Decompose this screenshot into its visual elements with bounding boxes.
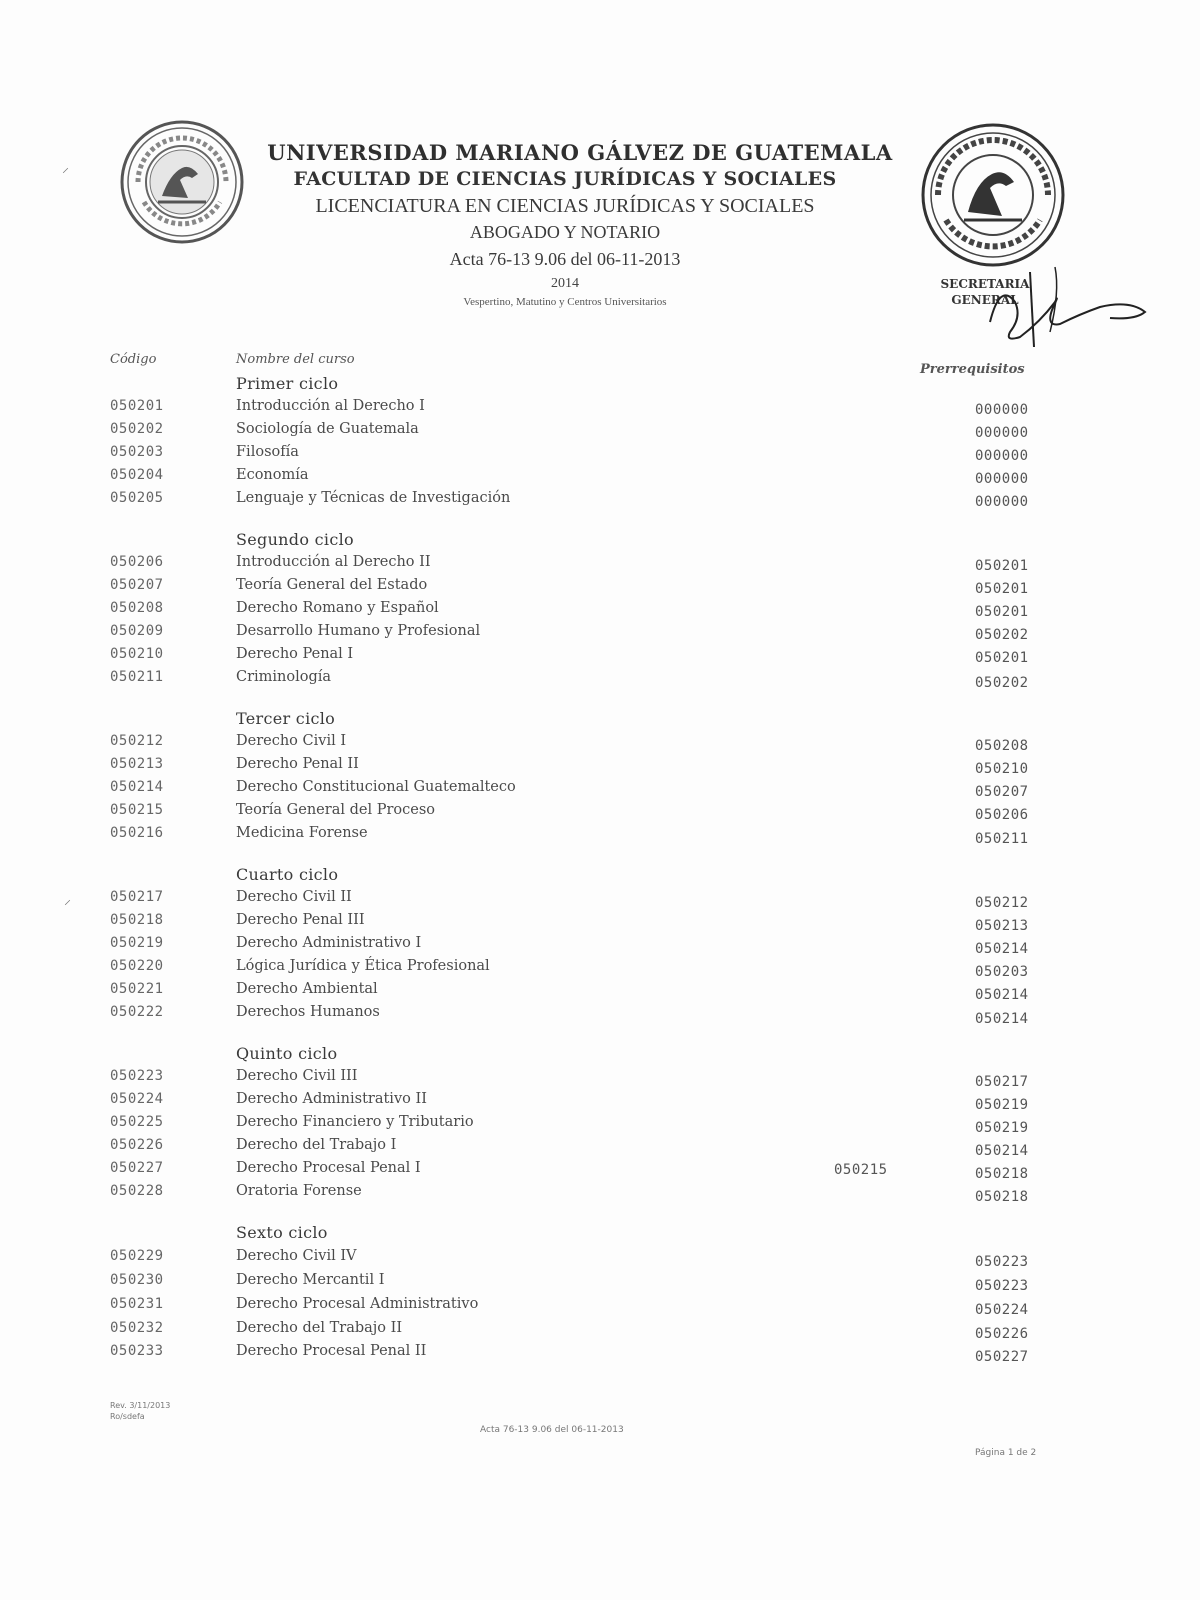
course-name: Lógica Jurídica y Ética Profesional — [236, 958, 490, 974]
table-row — [0, 398, 1200, 420]
course-code: 050231 — [110, 1296, 164, 1312]
table-row — [0, 935, 1200, 957]
course-code: 050229 — [110, 1248, 164, 1264]
course-code: 050219 — [110, 935, 164, 951]
course-name: Derecho del Trabajo I — [236, 1137, 397, 1153]
course-code: 050209 — [110, 623, 164, 639]
course-name: Introducción al Derecho I — [236, 398, 425, 414]
course-name: Derecho Procesal Administrativo — [236, 1296, 479, 1312]
course-code: 050206 — [110, 554, 164, 570]
column-header-code: Código — [110, 352, 157, 367]
course-name: Teoría General del Proceso — [236, 802, 435, 818]
course-prereq: 000000 — [975, 471, 1029, 487]
course-name: Medicina Forense — [236, 825, 368, 841]
revision-initials: Ro/sdefa — [110, 1412, 145, 1421]
table-row — [0, 1160, 1200, 1182]
table-row — [0, 1068, 1200, 1090]
course-prereq: 050213 — [975, 918, 1029, 934]
course-prereq-secondary: 050215 — [834, 1162, 888, 1178]
course-name: Filosofía — [236, 444, 299, 460]
course-name: Derecho Administrativo I — [236, 935, 422, 951]
table-row — [0, 981, 1200, 1003]
course-prereq: 050201 — [975, 604, 1029, 620]
course-name: Derecho Constitucional Guatemalteco — [236, 779, 516, 795]
course-code: 050211 — [110, 669, 164, 685]
column-header-name: Nombre del curso — [236, 352, 355, 367]
degree-name: LICENCIATURA EN CIENCIAS JURÍDICAS Y SOCIALES — [315, 195, 815, 217]
course-name: Oratoria Forense — [236, 1183, 362, 1199]
stamp-line-general: GENERAL — [951, 293, 1019, 307]
course-name: Teoría General del Estado — [236, 577, 428, 593]
section-title: Tercer ciclo — [236, 709, 336, 728]
course-code: 050224 — [110, 1091, 164, 1107]
course-code: 050201 — [110, 398, 164, 414]
acta-reference: Acta 76-13 9.06 del 06-11-2013 — [449, 249, 681, 269]
course-name: Derecho Civil IV — [236, 1248, 357, 1264]
course-prereq: 000000 — [975, 425, 1029, 441]
course-prereq: 050202 — [975, 627, 1029, 643]
course-prereq: 050226 — [975, 1326, 1029, 1342]
course-prereq: 050201 — [975, 650, 1029, 666]
course-prereq: 050211 — [975, 831, 1029, 847]
table-row — [0, 1183, 1200, 1205]
course-code: 050226 — [110, 1137, 164, 1153]
course-name: Economía — [236, 467, 309, 483]
course-code: 050217 — [110, 889, 164, 905]
course-name: Derecho Ambiental — [236, 981, 378, 997]
course-prereq: 050201 — [975, 558, 1029, 574]
course-prereq: 050214 — [975, 987, 1029, 1003]
course-prereq: 050202 — [975, 675, 1029, 691]
course-code: 050232 — [110, 1320, 164, 1336]
course-code: 050225 — [110, 1114, 164, 1130]
course-code: 050216 — [110, 825, 164, 841]
course-name: Derecho del Trabajo II — [236, 1320, 403, 1336]
course-prereq: 050227 — [975, 1349, 1029, 1365]
section-title: Primer ciclo — [236, 374, 339, 393]
table-row — [0, 1272, 1200, 1294]
course-code: 050228 — [110, 1183, 164, 1199]
table-row — [0, 1320, 1200, 1342]
course-name: Derecho Penal I — [236, 646, 354, 662]
table-row — [0, 733, 1200, 755]
table-row — [0, 669, 1200, 691]
table-row — [0, 1296, 1200, 1318]
course-code: 050203 — [110, 444, 164, 460]
course-name: Derechos Humanos — [236, 1004, 380, 1020]
course-name: Derecho Penal II — [236, 756, 359, 772]
course-prereq: 050210 — [975, 761, 1029, 777]
table-row — [0, 1004, 1200, 1026]
course-name: Derecho Procesal Penal II — [236, 1343, 427, 1359]
table-row — [0, 554, 1200, 576]
course-code: 050233 — [110, 1343, 164, 1359]
course-prereq: 050201 — [975, 581, 1029, 597]
stamp-line-secretaria: SECRETARIA — [940, 277, 1030, 291]
table-row — [0, 490, 1200, 512]
course-name: Derecho Mercantil I — [236, 1272, 385, 1288]
table-row — [0, 1091, 1200, 1113]
course-name: Desarrollo Humano y Profesional — [236, 623, 481, 639]
table-row — [0, 600, 1200, 622]
section-title: Segundo ciclo — [236, 530, 354, 549]
course-code: 050202 — [110, 421, 164, 437]
margin-mark: ⸝ — [62, 160, 69, 176]
table-row — [0, 825, 1200, 847]
table-row — [0, 1114, 1200, 1136]
course-prereq: 050207 — [975, 784, 1029, 800]
course-prereq: 050214 — [975, 1143, 1029, 1159]
faculty-name: FACULTAD DE CIENCIAS JURÍDICAS Y SOCIALES — [293, 168, 837, 190]
table-row — [0, 421, 1200, 443]
table-row — [0, 577, 1200, 599]
course-code: 050221 — [110, 981, 164, 997]
course-code: 050227 — [110, 1160, 164, 1176]
course-prereq: 050206 — [975, 807, 1029, 823]
handwritten-signature-icon — [960, 262, 1150, 357]
course-code: 050220 — [110, 958, 164, 974]
course-prereq: 050219 — [975, 1120, 1029, 1136]
page-number: Página 1 de 2 — [975, 1448, 1037, 1458]
table-row — [0, 958, 1200, 980]
course-code: 050213 — [110, 756, 164, 772]
university-name: UNIVERSIDAD MARIANO GÁLVEZ DE GUATEMALA — [267, 140, 893, 165]
course-name: Derecho Civil I — [236, 733, 347, 749]
course-code: 050208 — [110, 600, 164, 616]
course-code: 050207 — [110, 577, 164, 593]
course-code: 050212 — [110, 733, 164, 749]
course-prereq: 050212 — [975, 895, 1029, 911]
course-prereq: 050224 — [975, 1302, 1029, 1318]
table-row — [0, 912, 1200, 934]
column-header-prereq: Prerrequisitos — [920, 362, 1025, 377]
course-prereq: 050214 — [975, 1011, 1029, 1027]
revision-note — [110, 1400, 170, 1422]
table-row — [0, 467, 1200, 489]
course-name: Derecho Procesal Penal I — [236, 1160, 421, 1176]
course-code: 050204 — [110, 467, 164, 483]
table-row — [0, 444, 1200, 466]
course-prereq: 050218 — [975, 1166, 1029, 1182]
course-code: 050215 — [110, 802, 164, 818]
course-code: 050210 — [110, 646, 164, 662]
section-title: Cuarto ciclo — [236, 865, 339, 884]
course-name: Introducción al Derecho II — [236, 554, 431, 570]
course-name: Criminología — [236, 669, 332, 685]
table-row — [0, 1248, 1200, 1270]
revision-date: Rev. 3/11/2013 — [110, 1401, 171, 1410]
course-name: Sociología de Guatemala — [236, 421, 419, 437]
table-row — [0, 802, 1200, 824]
course-code: 050222 — [110, 1004, 164, 1020]
table-row — [0, 756, 1200, 778]
course-name: Derecho Administrativo II — [236, 1091, 427, 1107]
course-code: 050218 — [110, 912, 164, 928]
course-name: Derecho Civil II — [236, 889, 352, 905]
table-row — [0, 1137, 1200, 1159]
schedule-note: Vespertino, Matutino y Centros Universitarios — [463, 296, 667, 308]
margin-mark: ⸝ — [64, 892, 71, 908]
course-name: Derecho Civil III — [236, 1068, 358, 1084]
university-seal-icon — [918, 120, 1068, 270]
section-title: Quinto ciclo — [236, 1044, 338, 1063]
course-name: Derecho Penal III — [236, 912, 365, 928]
course-prereq: 050223 — [975, 1278, 1029, 1294]
table-row — [0, 1343, 1200, 1365]
course-code: 050230 — [110, 1272, 164, 1288]
course-prereq: 050218 — [975, 1189, 1029, 1205]
course-prereq: 000000 — [975, 402, 1029, 418]
course-prereq: 050214 — [975, 941, 1029, 957]
course-prereq: 000000 — [975, 448, 1029, 464]
course-code: 050223 — [110, 1068, 164, 1084]
section-title: Sexto ciclo — [236, 1223, 328, 1242]
table-row — [0, 646, 1200, 668]
course-prereq: 050203 — [975, 964, 1029, 980]
course-prereq: 050208 — [975, 738, 1029, 754]
footer-acta: Acta 76-13 9.06 del 06-11-2013 — [480, 1425, 624, 1435]
course-code: 050214 — [110, 779, 164, 795]
course-name: Derecho Romano y Español — [236, 600, 439, 616]
degree-title: ABOGADO Y NOTARIO — [469, 222, 661, 242]
table-row — [0, 779, 1200, 801]
course-code: 050205 — [110, 490, 164, 506]
course-name: Derecho Financiero y Tributario — [236, 1114, 474, 1130]
plan-year: 2014 — [551, 276, 579, 291]
course-prereq: 050219 — [975, 1097, 1029, 1113]
course-prereq: 050223 — [975, 1254, 1029, 1270]
course-name: Lenguaje y Técnicas de Investigación — [236, 490, 511, 506]
table-row — [0, 889, 1200, 911]
table-row — [0, 623, 1200, 645]
course-prereq: 050217 — [975, 1074, 1029, 1090]
course-prereq: 000000 — [975, 494, 1029, 510]
